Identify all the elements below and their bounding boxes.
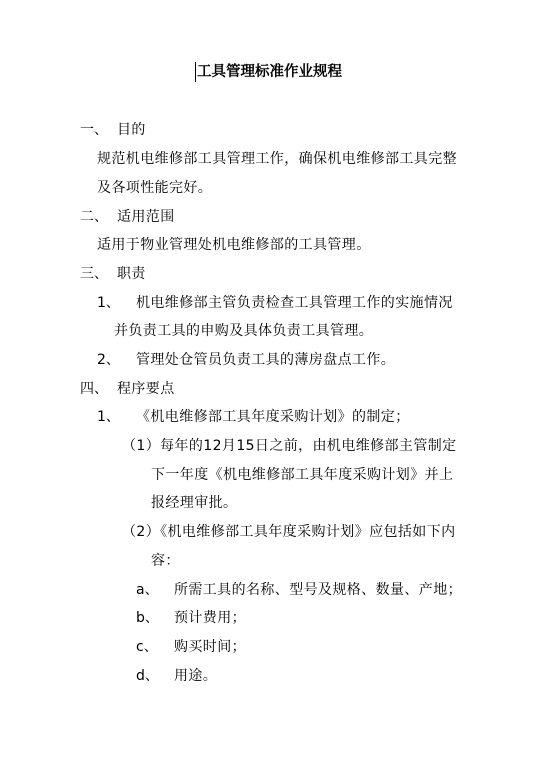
duty-1-line-2: 并负责工具的申购及具体负责工具管理。 — [114, 323, 374, 339]
section-3-number: 三、 — [80, 266, 108, 282]
list-item-b-text: 预计费用； — [174, 610, 246, 626]
procedure-1-text: 《机电维修部工具年度采购计划》的制定； — [136, 409, 410, 425]
list-item-a-text: 所需工具的名称、型号及规格、数量、产地； — [174, 582, 462, 598]
section-1-number: 一、 — [80, 122, 108, 138]
procedure-1-sub2-line-1: （2）《机电维修部工具年度采购计划》应包括如下内 — [122, 524, 456, 540]
section-2-number: 二、 — [80, 209, 108, 225]
procedure-1-sub1-line-2: 下一年度《机电维修部工具年度采购计划》并上 — [151, 467, 454, 483]
list-item-c-label: c、 — [136, 639, 158, 655]
section-4-number: 四、 — [80, 381, 108, 397]
duty-2-line-1: 管理处仓管员负责工具的薄房盘点工作。 — [136, 352, 396, 368]
duty-1-number: 1、 — [97, 295, 120, 311]
section-1-heading: 目的 — [117, 122, 146, 138]
scope-text: 适用于物业管理处机电维修部的工具管理。 — [97, 237, 371, 253]
duty-1-line-1: 机电维修部主管负责检查工具管理工作的实施情况 — [136, 295, 453, 311]
list-item-a-label: a、 — [136, 582, 159, 598]
section-3-heading: 职责 — [117, 266, 146, 282]
purpose-line-2: 及各项性能完好。 — [97, 180, 213, 196]
procedure-1-number: 1、 — [97, 409, 120, 425]
list-item-b-label: b、 — [136, 610, 159, 626]
procedure-1-sub1-line-3: 报经理审批。 — [151, 495, 238, 511]
list-item-d-text: 用途。 — [174, 668, 218, 684]
purpose-line-1: 规范机电维修部工具管理工作，确保机电维修部工具完整 — [97, 151, 457, 167]
section-2-heading: 适用范围 — [117, 209, 175, 225]
section-4-heading: 程序要点 — [117, 381, 175, 397]
procedure-1-sub2-line-2: 容： — [151, 553, 180, 569]
procedure-1-sub1-line-1: （1）每年的12月15日之前，由机电维修部主管制定 — [122, 438, 457, 454]
list-item-d-label: d、 — [136, 668, 159, 684]
list-item-c-text: 购买时间； — [174, 639, 246, 655]
duty-2-number: 2、 — [97, 352, 120, 368]
document-title: 工具管理标准作业规程 — [197, 64, 342, 80]
